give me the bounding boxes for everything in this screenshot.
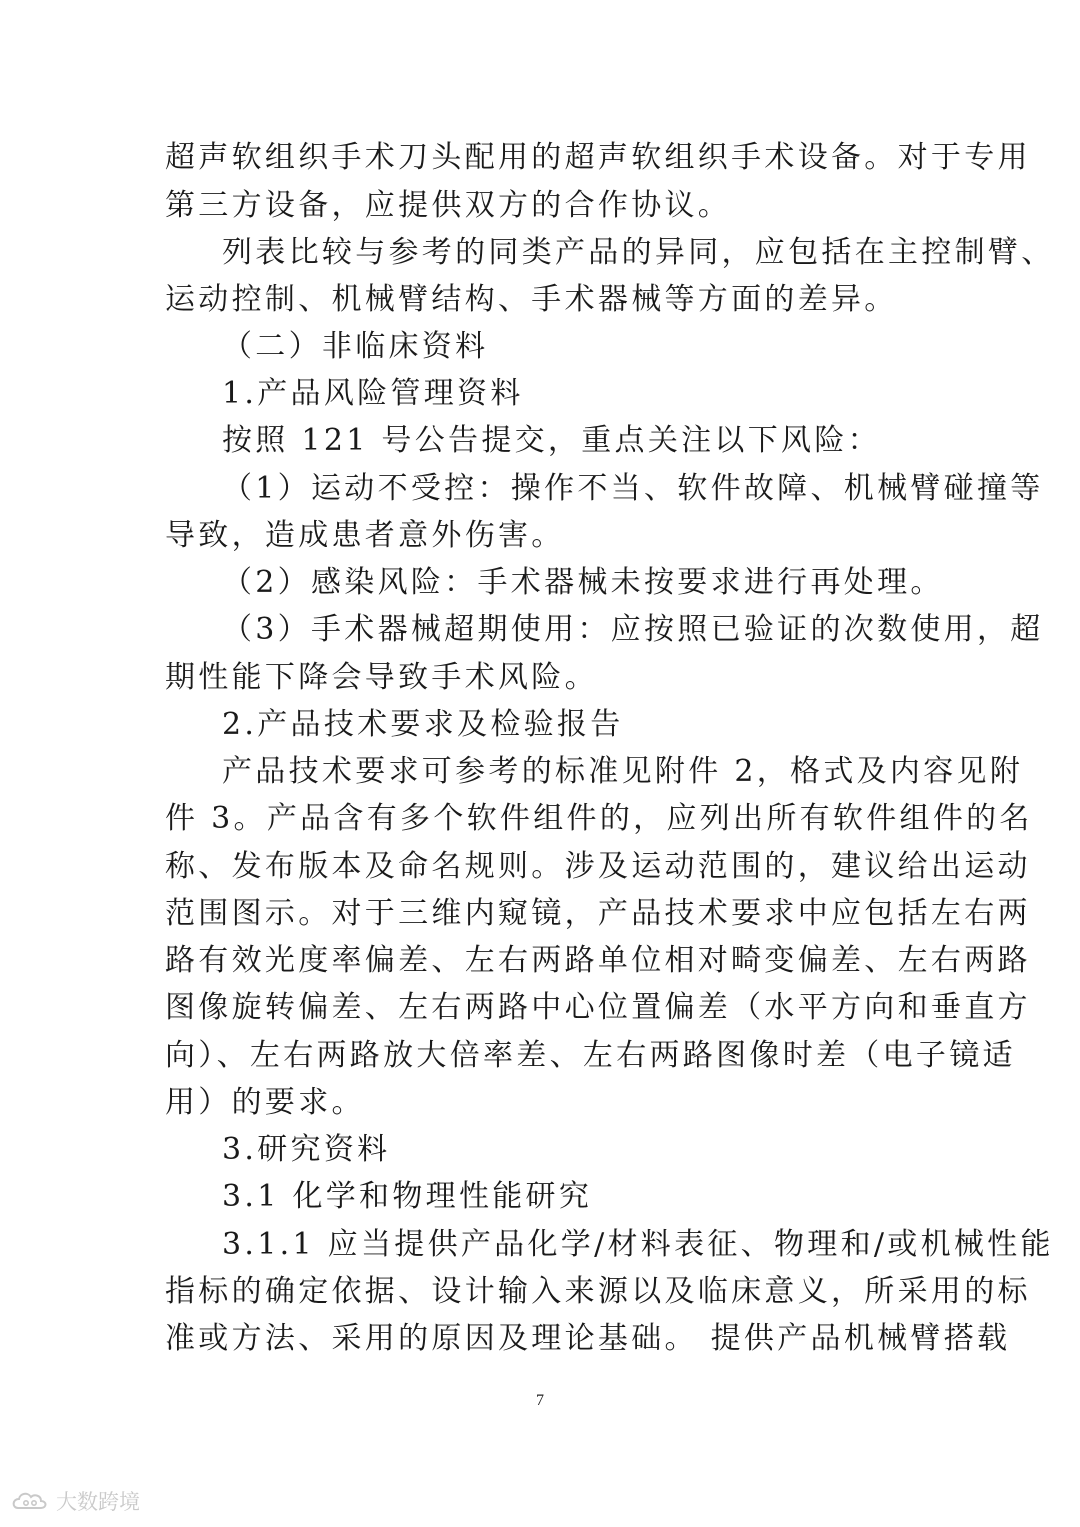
body-line: 按照 121 号公告提交，重点关注以下风险： — [222, 423, 881, 458]
subsection-heading: 2.产品技术要求及检验报告 — [222, 707, 624, 742]
body-line: 图像旋转偏差、左右两路中心位置偏差（水平方向和垂直方 — [165, 990, 1031, 1025]
body-line: 向）、左右两路放大倍率差、左右两路图像时差（电子镜适 — [165, 1038, 1016, 1073]
body-line: 指标的确定依据、设计输入来源以及临床意义，所采用的标 — [165, 1274, 1031, 1309]
cloud-logo-icon — [10, 1488, 52, 1514]
body-line: 3.1.1 应当提供产品化学/材料表征、物理和/或机械性能 — [222, 1227, 1054, 1262]
body-line: 超声软组织手术刀头配用的超声软组织手术设备。对于专用 — [165, 140, 1031, 175]
body-line: 产品技术要求可参考的标准见附件 2，格式及内容见附 — [222, 754, 1024, 789]
watermark — [10, 1486, 140, 1516]
list-item: （3）手术器械超期使用：应按照已验证的次数使用，超 — [222, 612, 1044, 647]
body-line: 第三方设备，应提供双方的合作协议。 — [165, 188, 732, 223]
page-number: 7 — [536, 1392, 544, 1409]
body-line: 运动控制、机械臂结构、手术器械等方面的差异。 — [165, 282, 898, 317]
body-line: 准或方法、采用的原因及理论基础。 提供产品机械臂搭载 — [165, 1321, 1011, 1356]
body-line: 件 3。产品含有多个软件组件的，应列出所有软件组件的名 — [165, 801, 1033, 836]
body-line: 路有效光度率偏差、左右两路单位相对畸变偏差、左右两路 — [165, 943, 1031, 978]
body-line: 范围图示。对于三维内窥镜，产品技术要求中应包括左右两 — [165, 896, 1031, 931]
subsection-heading: 1.产品风险管理资料 — [222, 376, 524, 411]
section-heading: （二）非临床资料 — [222, 329, 489, 364]
list-item: （2）感染风险：手术器械未按要求进行再处理。 — [222, 565, 944, 600]
body-line: 期性能下降会导致手术风险。 — [165, 660, 598, 695]
subsection-heading: 3.研究资料 — [222, 1132, 391, 1167]
body-line: 用）的要求。 — [165, 1085, 365, 1120]
body-line: 导致，造成患者意外伤害。 — [165, 518, 565, 553]
watermark-text: 大数跨境 — [56, 1490, 140, 1514]
list-item: （1）运动不受控：操作不当、软件故障、机械臂碰撞等 — [222, 471, 1044, 506]
subsection-heading: 3.1 化学和物理性能研究 — [222, 1179, 593, 1214]
body-line: 称、发布版本及命名规则。涉及运动范围的，建议给出运动 — [165, 849, 1031, 884]
body-line: 列表比较与参考的同类产品的异同，应包括在主控制臂、 — [222, 235, 1055, 270]
